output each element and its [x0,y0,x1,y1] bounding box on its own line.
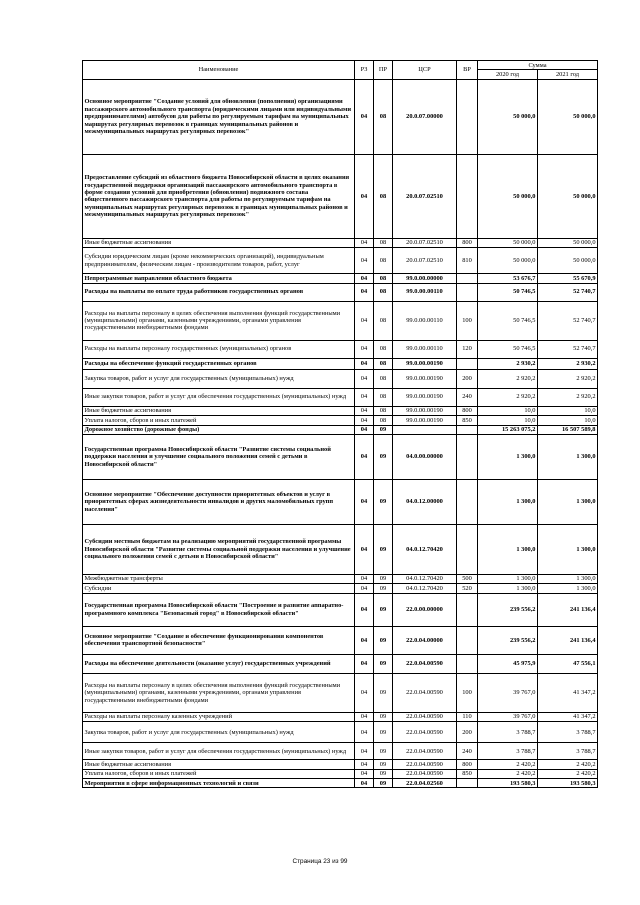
row-vr: 500 [457,574,478,583]
row-pr: 09 [374,722,393,743]
row-value-2020: 50 000,0 [478,248,538,274]
row-rz: 04 [355,584,374,593]
row-value-2020: 1 300,0 [478,524,538,574]
table-row [83,654,598,673]
table-row [83,743,598,760]
row-rz: 04 [355,626,374,654]
row-csr: 04.0.12.00000 [393,479,457,524]
table-row [83,388,598,406]
row-pr: 09 [374,626,393,654]
row-rz: 04 [355,779,374,788]
row-pr: 08 [374,238,393,247]
row-rz: 04 [355,416,374,425]
row-value-2021: 2 920,2 [538,369,598,388]
row-csr: 20.0.07.02510 [393,154,457,238]
row-value-2020: 50 000,0 [478,79,538,154]
row-pr: 08 [374,406,393,415]
table-row [83,574,598,583]
budget-table-sheet [82,60,597,788]
row-csr: 22.0.04.00590 [393,673,457,712]
row-rz: 04 [355,154,374,238]
table-row [83,238,598,247]
row-name: Предоставление субсидий из областного бюджета Новосибирской области в целях оказания государственной поддержки организаций пассажирского автомобильного транспорта в форме создания условий для приобретения (обновления) подвижного состава общественного пассажирского транспорта для работы по регулируемым тарифам на муниципальных маршрутах регулярных перевозок в границах муниципальных районов и межмуниципальных маршрутах регулярных перевозок" [83,154,355,238]
table-row [83,369,598,388]
table-row [83,722,598,743]
row-csr: 22.0.04.00590 [393,743,457,760]
row-csr: 99.0.00.00190 [393,416,457,425]
row-name: Закупка товаров, работ и услуг для государственных (муниципальных) нужд [83,722,355,743]
row-csr: 22.0.04.00000 [393,626,457,654]
row-pr: 09 [374,743,393,760]
row-value-2021: 52 740,7 [538,283,598,301]
row-value-2021: 52 740,7 [538,340,598,358]
row-rz: 04 [355,743,374,760]
row-rz: 04 [355,524,374,574]
row-vr [457,593,478,626]
col-header-sum: Сумма [478,61,598,70]
row-csr: 22.0.00.00000 [393,593,457,626]
row-rz: 04 [355,283,374,301]
row-pr: 08 [374,358,393,369]
page-number: Страница 23 из 99 [292,858,348,865]
row-pr: 08 [374,388,393,406]
row-value-2021: 2 920,2 [538,388,598,406]
table-row [83,712,598,721]
row-value-2020: 50 746,5 [478,283,538,301]
row-value-2021: 2 420,2 [538,760,598,769]
row-name: Иные бюджетные ассигнования [83,238,355,247]
row-value-2021: 3 788,7 [538,722,598,743]
row-name: Расходы на обеспечение деятельности (оказание услуг) государственных учреждений [83,654,355,673]
row-value-2020: 15 263 075,2 [478,425,538,434]
table-row [83,79,598,154]
row-vr [457,626,478,654]
row-value-2020: 53 676,7 [478,274,538,283]
row-pr: 09 [374,712,393,721]
row-value-2020: 10,0 [478,406,538,415]
table-row [83,760,598,769]
row-pr: 08 [374,154,393,238]
table-row [83,248,598,274]
row-value-2020: 2 930,2 [478,358,538,369]
row-csr: 99.0.00.00190 [393,388,457,406]
row-name: Уплата налогов, сборов и иных платежей [83,416,355,425]
row-name: Основное мероприятие "Обеспечение доступности приоритетных объектов и услуг в приоритетных сферах жизнедеятельности инвалидов и других маломобильных групп населения" [83,479,355,524]
row-rz: 04 [355,406,374,415]
row-vr: 810 [457,248,478,274]
row-name: Непрограммные направления областного бюджета [83,274,355,283]
row-name: Дорожное хозяйство (дорожные фонды) [83,425,355,434]
row-value-2021: 2 930,2 [538,358,598,369]
row-pr: 08 [374,274,393,283]
row-name: Расходы на выплаты персоналу в целях обеспечения выполнения функций государственными (муниципальными) органами, казенными учреждениями, органами управления государственными внебюджетными фондами [83,673,355,712]
row-name: Иные закупки товаров, работ и услуг для обеспечения государственных (муниципальных) нужд [83,388,355,406]
table-row [83,154,598,238]
row-value-2021: 41 347,2 [538,712,598,721]
row-pr: 09 [374,779,393,788]
row-value-2021: 10,0 [538,416,598,425]
row-value-2021: 55 670,9 [538,274,598,283]
row-pr: 08 [374,283,393,301]
row-csr: 20.0.07.02510 [393,248,457,274]
row-vr: 800 [457,238,478,247]
row-vr: 100 [457,673,478,712]
row-name: Государственная программа Новосибирской области "Построение и развитие аппаратно-программного комплекса "Безопасный город" в Новосибирской области" [83,593,355,626]
row-csr: 04.0.00.00000 [393,434,457,479]
row-name: Иные бюджетные ассигнования [83,406,355,415]
row-vr: 240 [457,743,478,760]
row-value-2021: 1 300,0 [538,524,598,574]
row-name: Расходы на выплаты по оплате труда работников государственных органов [83,283,355,301]
row-csr: 04.0.12.70420 [393,584,457,593]
row-value-2020: 239 556,2 [478,626,538,654]
row-value-2020: 50 746,5 [478,340,538,358]
row-vr: 800 [457,760,478,769]
table-row [83,673,598,712]
row-value-2021: 1 300,0 [538,574,598,583]
row-rz: 04 [355,574,374,583]
row-value-2020: 1 300,0 [478,479,538,524]
col-header-name: Наименование [83,61,355,80]
row-rz: 04 [355,340,374,358]
row-value-2020: 3 788,7 [478,722,538,743]
row-csr: 22.0.04.00590 [393,654,457,673]
table-row [83,584,598,593]
row-rz: 04 [355,712,374,721]
row-rz: 04 [355,434,374,479]
table-row [83,406,598,415]
row-value-2021: 50 000,0 [538,79,598,154]
row-value-2020: 3 788,7 [478,743,538,760]
row-rz: 04 [355,79,374,154]
col-header-pr: ПР [374,61,393,80]
row-rz: 04 [355,722,374,743]
row-value-2020: 2 420,2 [478,769,538,778]
row-vr [457,358,478,369]
row-pr: 09 [374,479,393,524]
row-value-2021: 50 000,0 [538,238,598,247]
row-name: Уплата налогов, сборов и иных платежей [83,769,355,778]
row-rz: 04 [355,769,374,778]
row-value-2020: 39 767,0 [478,673,538,712]
row-pr: 09 [374,425,393,434]
row-rz: 04 [355,479,374,524]
row-vr [457,283,478,301]
row-vr: 200 [457,722,478,743]
row-csr: 99.0.00.00000 [393,274,457,283]
row-vr: 850 [457,769,478,778]
row-csr: 04.0.12.70420 [393,574,457,583]
row-name: Расходы на выплаты персоналу казенных учреждений [83,712,355,721]
row-vr [457,434,478,479]
row-rz: 04 [355,301,374,340]
row-csr: 22.0.04.00590 [393,722,457,743]
row-vr [457,425,478,434]
row-vr [457,654,478,673]
row-value-2021: 1 300,0 [538,584,598,593]
row-rz: 04 [355,593,374,626]
col-header-vr: ВР [457,61,478,80]
row-rz: 04 [355,673,374,712]
row-name: Мероприятия в сфере информационных технологий и связи [83,779,355,788]
budget-table [82,60,598,788]
row-value-2021: 241 136,4 [538,626,598,654]
row-rz: 04 [355,238,374,247]
row-name: Иные бюджетные ассигнования [83,760,355,769]
row-rz: 04 [355,274,374,283]
row-vr: 850 [457,416,478,425]
row-value-2020: 1 300,0 [478,584,538,593]
row-csr: 99.0.00.00190 [393,358,457,369]
row-vr: 200 [457,369,478,388]
row-csr: 99.0.00.00110 [393,340,457,358]
table-row [83,416,598,425]
row-value-2020: 239 556,2 [478,593,538,626]
row-vr: 240 [457,388,478,406]
row-name: Субсидии юридическим лицам (кроме некоммерческих организаций), индивидуальным предпринимателям, физическим лицам - производителям товаров, работ, услуг [83,248,355,274]
row-value-2020: 50 000,0 [478,238,538,247]
row-value-2021: 50 000,0 [538,154,598,238]
row-vr: 100 [457,301,478,340]
row-value-2020: 50 746,5 [478,301,538,340]
row-rz: 04 [355,760,374,769]
row-value-2021: 50 000,0 [538,248,598,274]
row-csr: 22.0.04.00590 [393,769,457,778]
row-csr: 22.0.04.00590 [393,712,457,721]
row-pr: 09 [374,434,393,479]
row-pr: 09 [374,769,393,778]
row-name: Субсидии [83,584,355,593]
row-value-2020: 39 767,0 [478,712,538,721]
row-name: Субсидии местным бюджетам на реализацию мероприятий государственной программы Новосибирской области "Развитие системы социальной поддержки населения и улучшение социального положения семей с детьми в Новосибирской области" [83,524,355,574]
row-value-2021: 10,0 [538,406,598,415]
row-vr [457,779,478,788]
table-row [83,301,598,340]
row-csr: 99.0.00.00190 [393,369,457,388]
table-row [83,524,598,574]
row-vr [457,524,478,574]
row-pr: 09 [374,584,393,593]
row-csr: 22.0.04.00590 [393,760,457,769]
row-value-2021: 16 507 589,8 [538,425,598,434]
row-rz: 04 [355,425,374,434]
row-pr: 08 [374,79,393,154]
row-value-2020: 45 975,9 [478,654,538,673]
table-row [83,283,598,301]
row-vr [457,79,478,154]
row-value-2020: 1 300,0 [478,434,538,479]
table-row [83,779,598,788]
row-csr: 04.0.12.70420 [393,524,457,574]
col-header-rz: РЗ [355,61,374,80]
col-header-2021: 2021 год [538,70,598,79]
row-csr: 99.0.00.00190 [393,406,457,415]
row-name: Расходы на выплаты персоналу в целях обеспечения выполнения функций государственными (муниципальными) органами, казенными учреждениями, органами управления государственными внебюджетными фондами [83,301,355,340]
table-row [83,769,598,778]
row-csr: 99.0.00.00110 [393,283,457,301]
row-name: Расходы на выплаты персоналу государственных (муниципальных) органов [83,340,355,358]
row-name: Государственная программа Новосибирской области "Развитие системы социальной поддержки населения и улучшение социального положения семей с детьми в Новосибирской области" [83,434,355,479]
row-name: Межбюджетные трансферты [83,574,355,583]
row-value-2021: 47 556,1 [538,654,598,673]
row-pr: 09 [374,654,393,673]
row-csr: 20.0.07.00000 [393,79,457,154]
row-value-2020: 50 000,0 [478,154,538,238]
row-vr [457,274,478,283]
row-value-2020: 10,0 [478,416,538,425]
row-name: Закупка товаров, работ и услуг для государственных (муниципальных) нужд [83,369,355,388]
row-pr: 08 [374,369,393,388]
row-value-2021: 241 136,4 [538,593,598,626]
table-row [83,358,598,369]
table-row [83,626,598,654]
row-vr [457,154,478,238]
row-vr: 520 [457,584,478,593]
row-value-2020: 193 580,3 [478,779,538,788]
row-vr [457,479,478,524]
row-pr: 09 [374,574,393,583]
row-value-2020: 2 420,2 [478,760,538,769]
row-value-2021: 3 788,7 [538,743,598,760]
table-row [83,434,598,479]
row-value-2020: 1 300,0 [478,574,538,583]
row-name: Основное мероприятие "Создание и обеспечение функционирования компонентов обеспечения транспортной безопасности" [83,626,355,654]
row-rz: 04 [355,248,374,274]
row-value-2021: 1 300,0 [538,479,598,524]
row-csr: 99.0.00.00110 [393,301,457,340]
row-pr: 09 [374,673,393,712]
row-name: Расходы на обеспечение функций государственных органов [83,358,355,369]
col-header-2020: 2020 год [478,70,538,79]
row-pr: 09 [374,760,393,769]
row-value-2021: 193 580,3 [538,779,598,788]
row-pr: 08 [374,301,393,340]
table-row [83,479,598,524]
row-csr [393,425,457,434]
row-value-2021: 52 740,7 [538,301,598,340]
table-row [83,593,598,626]
row-pr: 09 [374,593,393,626]
row-rz: 04 [355,358,374,369]
row-csr: 22.0.04.02560 [393,779,457,788]
table-row [83,340,598,358]
row-value-2020: 2 920,2 [478,388,538,406]
row-vr: 110 [457,712,478,721]
row-value-2020: 2 920,2 [478,369,538,388]
row-pr: 09 [374,524,393,574]
row-vr: 120 [457,340,478,358]
row-value-2021: 2 420,2 [538,769,598,778]
row-pr: 08 [374,416,393,425]
table-row [83,274,598,283]
row-pr: 08 [374,340,393,358]
row-rz: 04 [355,654,374,673]
table-body [83,79,598,788]
row-value-2021: 41 347,2 [538,673,598,712]
row-rz: 04 [355,388,374,406]
row-csr: 20.0.07.02510 [393,238,457,247]
row-name: Иные закупки товаров, работ и услуг для обеспечения государственных (муниципальных) нужд [83,743,355,760]
col-header-csr: ЦСР [393,61,457,80]
row-name: Основное мероприятие "Создание условий для обновления (пополнения) организациями пассажирского автомобильного транспорта (юридическими лицами или индивидуальными предпринимателями) автобусов для работы по регулируемым тарифам на муниципальных маршрутах регулярных перевозок в границах муниципальных районов и межмуниципальных маршрутах регулярных перевозок" [83,79,355,154]
row-value-2021: 1 300,0 [538,434,598,479]
row-vr: 800 [457,406,478,415]
row-rz: 04 [355,369,374,388]
row-pr: 08 [374,248,393,274]
table-header [83,61,598,80]
table-row [83,425,598,434]
